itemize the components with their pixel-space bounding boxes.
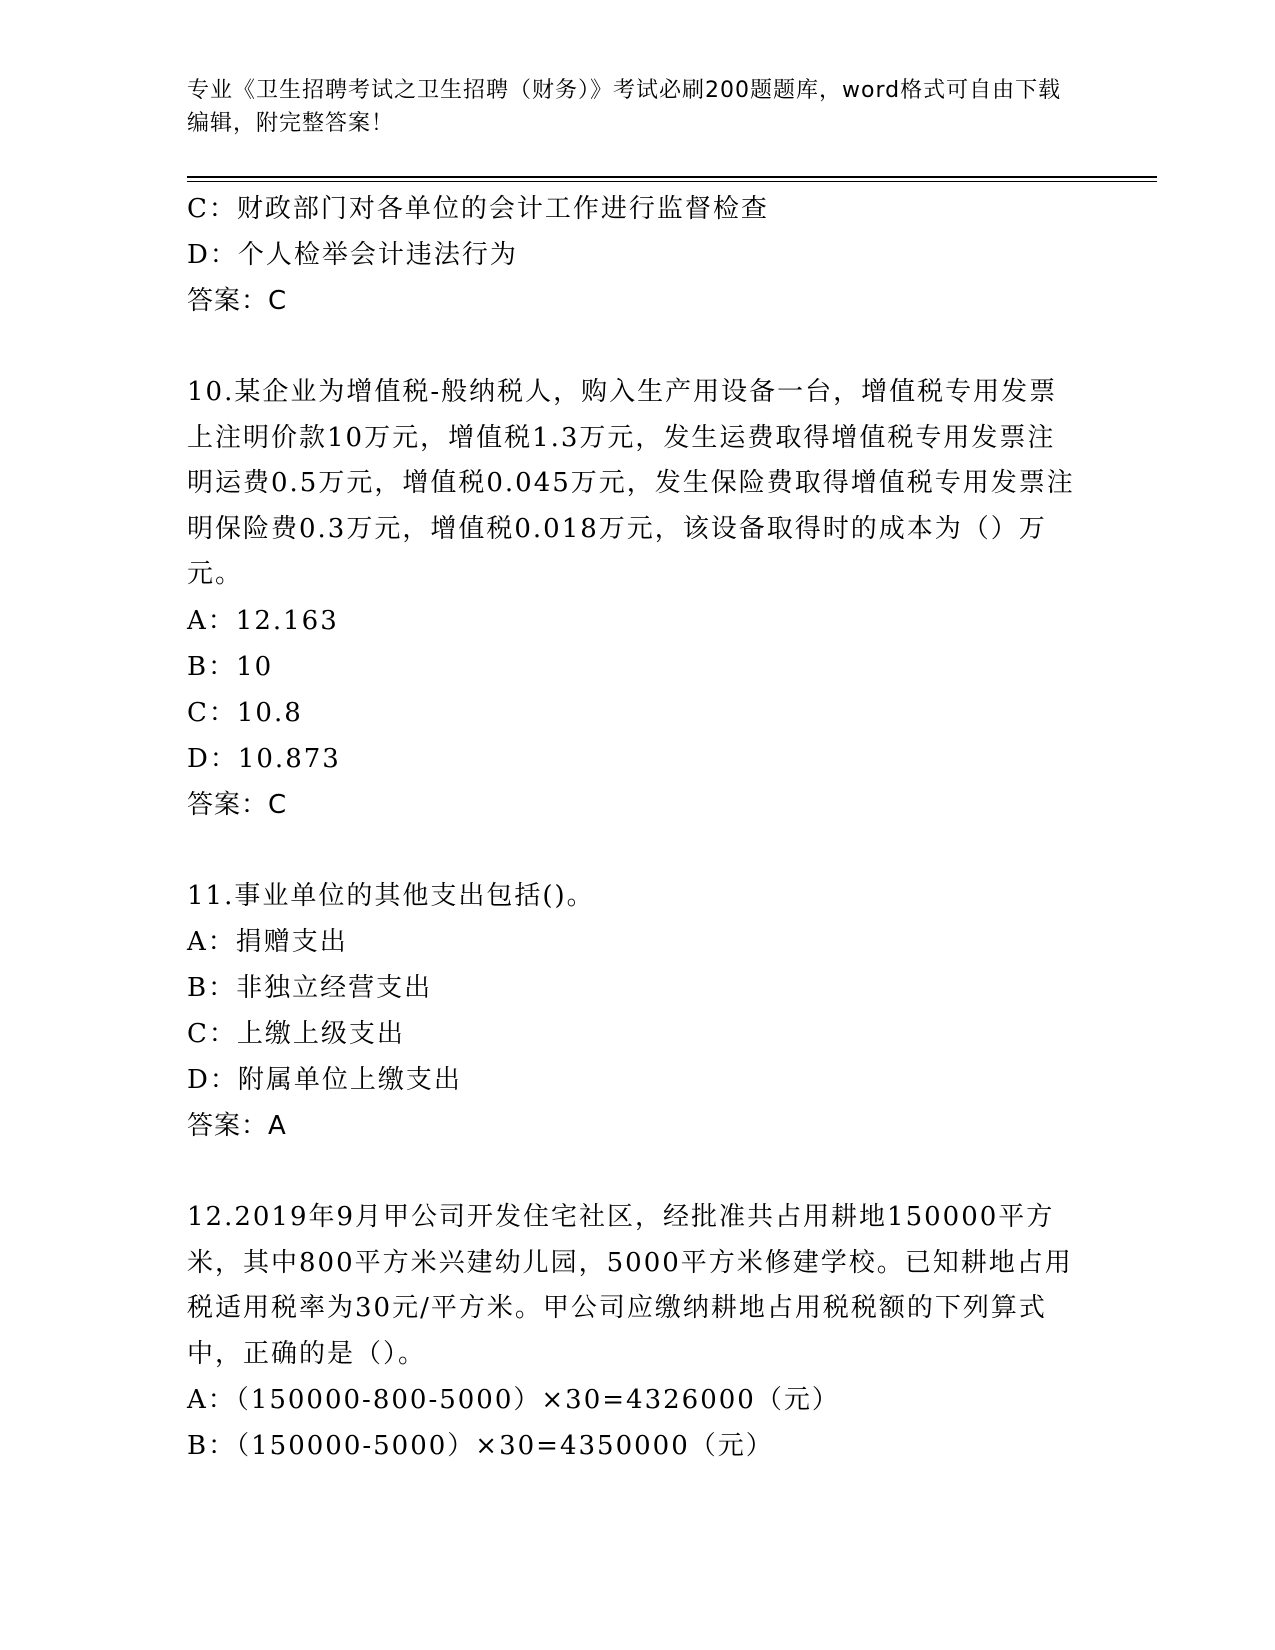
question-9-tail — [187, 186, 1087, 324]
option-b: B：（150000-5000）×30=4350000（元） — [187, 1431, 774, 1461]
question-stem: 10.某企业为增值税-般纳税人，购入生产用设备一台，增值税专用发票上注明价款10万元，增值税1.3万元，发生运费取得增值税专用发票注明运费0.5万元，增值税0.045万元，发生保险费取得增值税专用发票注明保险费0.3万元，增值税0.018万元，该设备取得时的成本为（）万元。 — [187, 377, 1075, 589]
option-c: C：10.8 — [187, 697, 303, 728]
answer-label: 答案：A — [187, 1111, 287, 1141]
answer-label: 答案：C — [187, 789, 288, 820]
header-divider-thin — [187, 181, 1157, 182]
question-stem: 11.事业单位的其他支出包括()。 — [187, 880, 595, 911]
question-10 — [187, 370, 1087, 828]
spacer — [187, 828, 1087, 874]
option-d: D：10.873 — [187, 743, 341, 774]
document-header: 专业《卫生招聘考试之卫生招聘（财务）》考试必刷200题题库，word格式可自由下载编辑，附完整答案！ — [187, 78, 1062, 136]
option-c: C：财政部门对各单位的会计工作进行监督检查 — [187, 194, 769, 224]
option-d: D：附属单位上缴支出 — [187, 1065, 462, 1095]
document-body — [187, 186, 1087, 1469]
header-divider — [187, 176, 1157, 178]
spacer — [187, 324, 1087, 370]
question-12 — [187, 1195, 1087, 1469]
question-11 — [187, 874, 1087, 1150]
option-d: D：个人检举会计违法行为 — [187, 240, 518, 270]
option-c: C：上缴上级支出 — [187, 1019, 405, 1049]
question-stem: 12.2019年9月甲公司开发住宅社区，经批准共占用耕地150000平方米，其中800平方米兴建幼儿园，5000平方米修建学校。已知耕地占用税适用税率为30元/平方米。甲公司应缴纳耕地占用税税额的下列算式中，正确的是（）。 — [187, 1202, 1073, 1369]
spacer — [187, 1149, 1087, 1195]
answer-label: 答案：C — [187, 286, 288, 316]
option-a: A：12.163 — [187, 605, 339, 636]
option-b: B：非独立经营支出 — [187, 973, 433, 1003]
option-a: A：捐赠支出 — [187, 927, 348, 957]
option-a: A：（150000-800-5000）×30=4326000（元） — [187, 1385, 840, 1415]
option-b: B：10 — [187, 651, 274, 682]
